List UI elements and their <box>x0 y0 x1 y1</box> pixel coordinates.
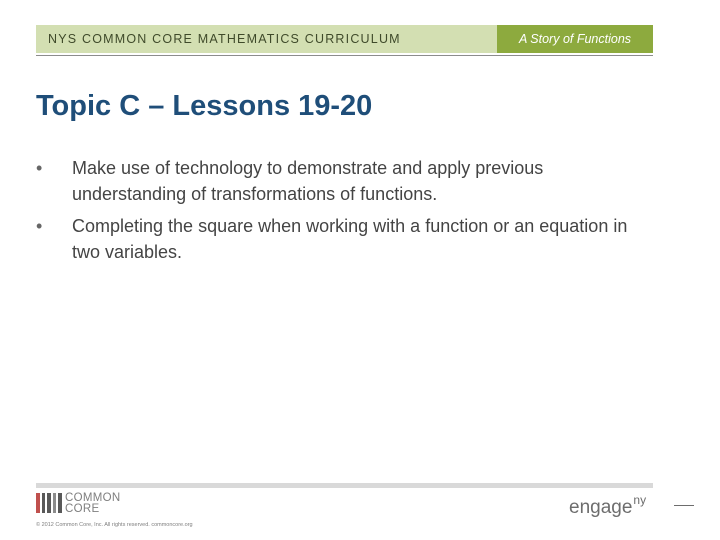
bullet-icon: • <box>36 158 43 178</box>
common-core-bars-icon <box>36 493 62 513</box>
bullet-item <box>36 213 636 265</box>
header-band <box>36 25 653 53</box>
logo-bar <box>42 493 46 513</box>
logo-bar <box>58 493 62 513</box>
slide-title: Topic C – Lessons 19-20 <box>36 90 373 122</box>
logo-bar <box>47 493 51 513</box>
engage-logo-rule <box>674 505 694 506</box>
logo-bar <box>36 493 40 513</box>
bullet-icon: • <box>36 216 43 236</box>
module-title: A Story of Functions <box>497 25 653 53</box>
engage-ny-logo <box>569 493 646 519</box>
bullet-item <box>36 155 636 207</box>
footer-band <box>36 483 653 488</box>
common-core-logo-text: COMMON CORE <box>65 492 121 515</box>
curriculum-title: NYS COMMON CORE MATHEMATICS CURRICULUM <box>48 32 401 46</box>
bullet-list <box>36 155 636 271</box>
bullet-text: Completing the square when working with a function or an equation in two variables. <box>72 216 628 262</box>
logo-bar <box>53 493 57 513</box>
engage-logo-word: engage <box>569 497 633 518</box>
copyright-notice: © 2012 Common Core, Inc. All rights reserved. commoncore.org <box>36 522 193 528</box>
header-divider <box>36 55 653 56</box>
bullet-text: Make use of technology to demonstrate and apply previous understanding of transformations of functions. <box>72 158 544 204</box>
common-core-logo <box>36 493 120 515</box>
engage-logo-sup: ny <box>633 493 647 507</box>
